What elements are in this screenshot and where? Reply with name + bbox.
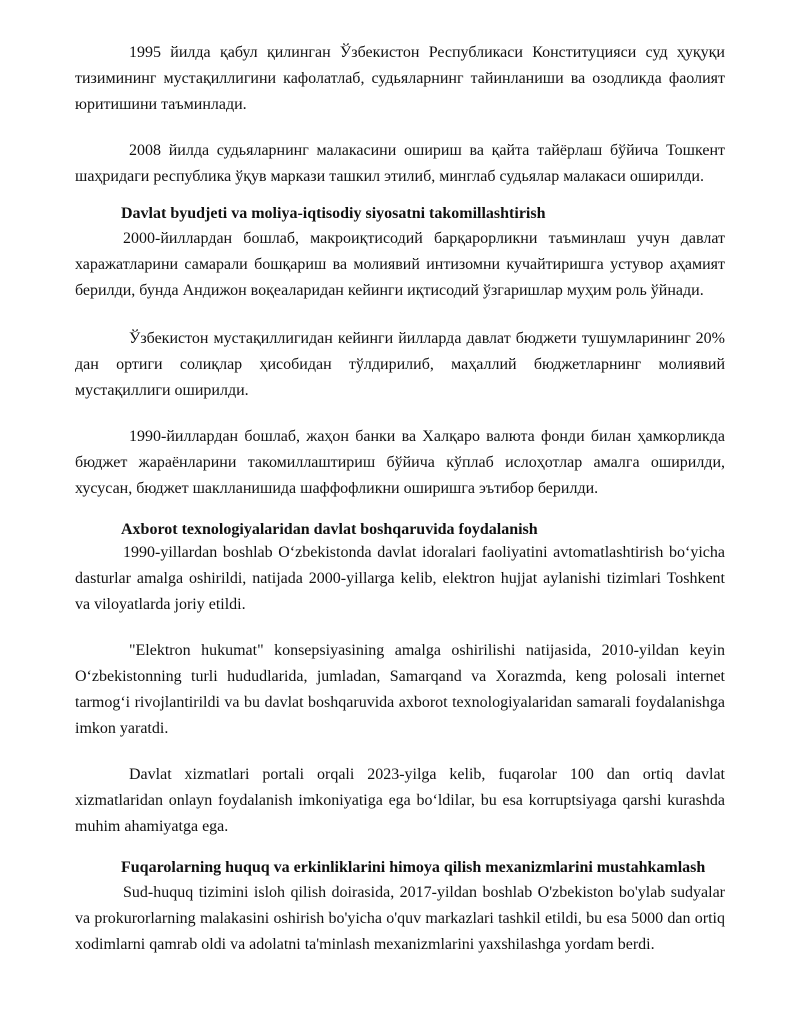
paragraph: 1990-yillardan boshlab Oʻzbekistonda davlat idoralari faoliyatini avtomatlashtirish boʻyicha dasturlar amalga oshirildi, natijada 2000-yillarga kelib, elektron hujjat aylanishi tizimlari Toshkent va viloyatlarda joriy etildi. (75, 544, 725, 613)
paragraph: 2000-йиллардан бошлаб, макроиқтисодий барқарорликни таъминлаш учун давлат харажатларини самарали бошқариш ва молиявий интизомни кучайтиришга устувор аҳамият берилди, бунда Андижон воқеаларидан кейинги иқтисодий ўзгаришлар муҳим роль ўйнади. (75, 230, 725, 299)
paragraph: 1990-йиллардан бошлаб, жаҳон банки ва Халқаро валюта фонди билан ҳамкорликда бюджет жараёнларини такомиллаштириш бўйича кўплаб ислоҳотлар амалга оширилди, хусусан, бюджет шаклланишида шаффофликни оширишга эътибор берилди. (75, 428, 725, 497)
section-heading: Axborot texnologiyalaridan davlat boshqaruvida foydalanish (121, 521, 538, 538)
paragraph: Sud-huquq tizimini isloh qilish doirasida, 2017-yildan boshlab O'zbekiston bo'ylab sudyalar va prokurorlarning malakasini oshirish bo'yicha o'quv markazlari tashkil etildi, bu esa 5000 dan ortiq xodimlarni qamrab oldi va adolatni ta'minlash mexanizmlarini yaxshilashga yordam berdi. (75, 884, 725, 953)
paragraph: "Elektron hukumat" konsepsiyasining amalga oshirilishi natijasida, 2010-yildan keyin Oʻzbekistonning turli hududlarida, jumladan, Samarqand va Xorazmda, keng polosali internet tarmogʻi rivojlantirildi va bu davlat boshqaruvida axborot texnologiyalaridan samarali foydalanishga imkon yaratdi. (75, 642, 725, 737)
paragraph: 1995 йилда қабул қилинган Ўзбекистон Республикаси Конституцияси суд ҳуқуқи тизимининг мустақиллигини кафолатлаб, судьяларнинг тайинланиши ва озодликда фаолият юритишини таъминлади. (75, 44, 725, 113)
section-heading: Fuqarolarning huquq va erkinliklarini himoya qilish mexanizmlarini mustahkamlash (121, 859, 706, 876)
document-page (75, 40, 725, 958)
paragraph: Ўзбекистон мустақиллигидан кейинги йилларда давлат бюджети тушумларининг 20% дан ортиги солиқлар ҳисобидан тўлдирилиб, маҳаллий бюджетларнинг молиявий мустақиллиги оширилди. (75, 330, 725, 399)
paragraph: 2008 йилда судьяларнинг малакасини ошириш ва қайта тайёрлаш бўйича Тошкент шаҳридаги республика ўқув маркази ташкил этилиб, минглаб судьялар малакаси оширилди. (75, 142, 725, 185)
paragraph: Davlat xizmatlari portali orqali 2023-yilga kelib, fuqarolar 100 dan ortiq davlat xizmatlaridan onlayn foydalanish imkoniyatiga ega boʻldilar, bu esa korruptsiyaga qarshi kurashda muhim ahamiyatga ega. (75, 766, 725, 835)
section-heading: Davlat byudjeti va moliya-iqtisodiy siyosatni takomillashtirish (121, 205, 546, 222)
